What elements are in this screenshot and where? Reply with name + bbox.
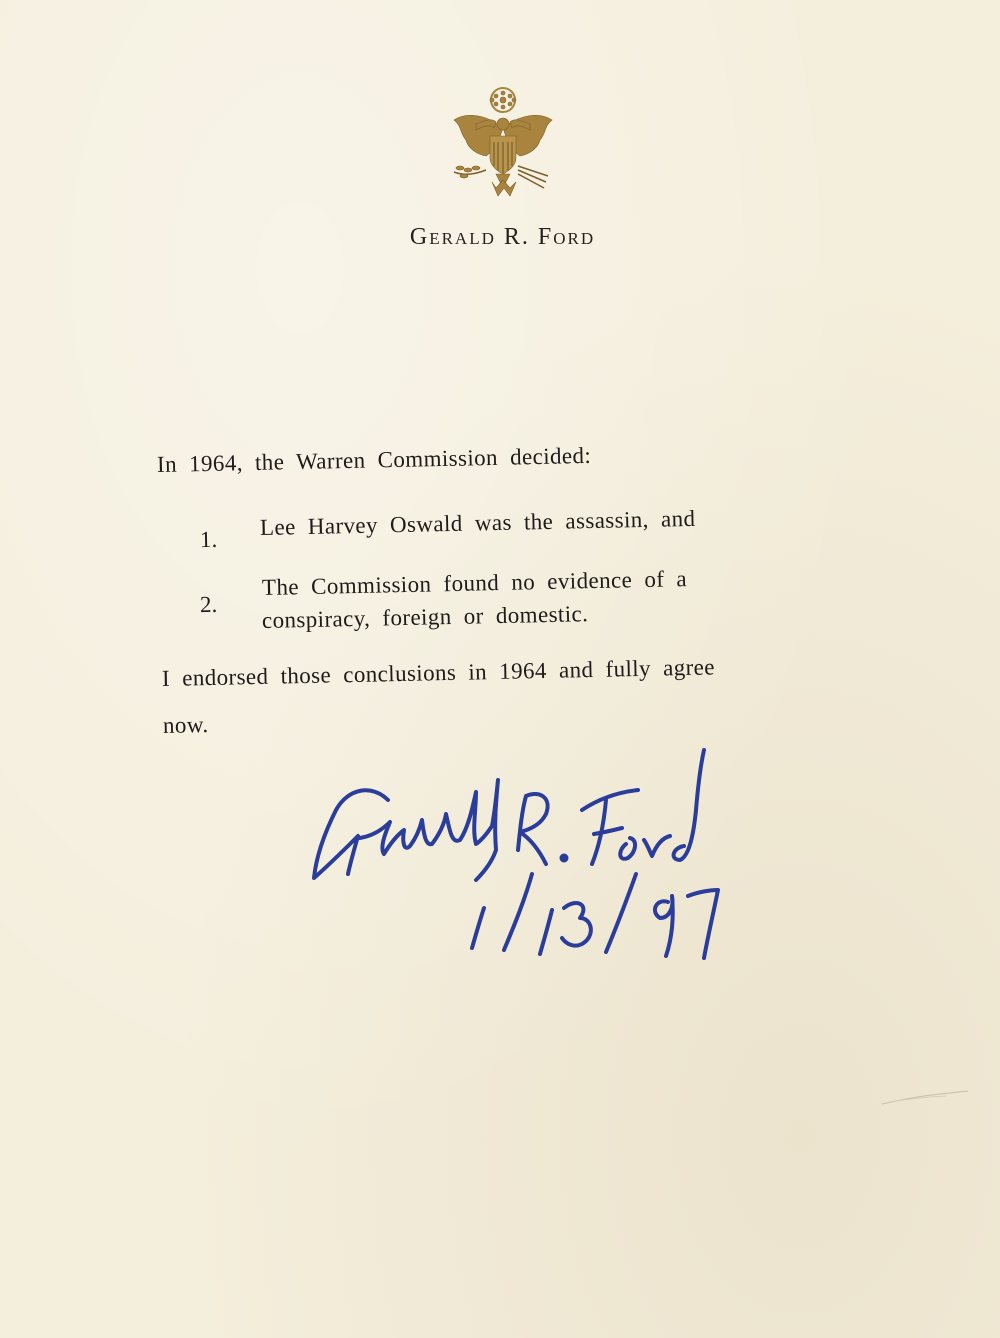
presidential-seal-icon	[446, 84, 560, 202]
intro-line: In 1964, the Warren Commission decided:	[156, 442, 592, 477]
letterhead-name: Gerald R. Ford	[409, 224, 596, 250]
handwritten-signature	[300, 740, 760, 970]
closing-line-continued: now.	[162, 712, 209, 738]
list-item-text-continued: conspiracy, foreign or domestic.	[261, 601, 589, 633]
list-item-text: Lee Harvey Oswald was the assassin, and	[259, 505, 696, 540]
paper-scuff-mark	[880, 1088, 970, 1108]
list-item-number: 1.	[199, 526, 218, 553]
list-item-text: The Commission found no evidence of a	[261, 566, 688, 600]
list-item-number: 2.	[199, 591, 218, 618]
closing-line: I endorsed those conclusions in 1964 and fully agree	[161, 654, 716, 691]
